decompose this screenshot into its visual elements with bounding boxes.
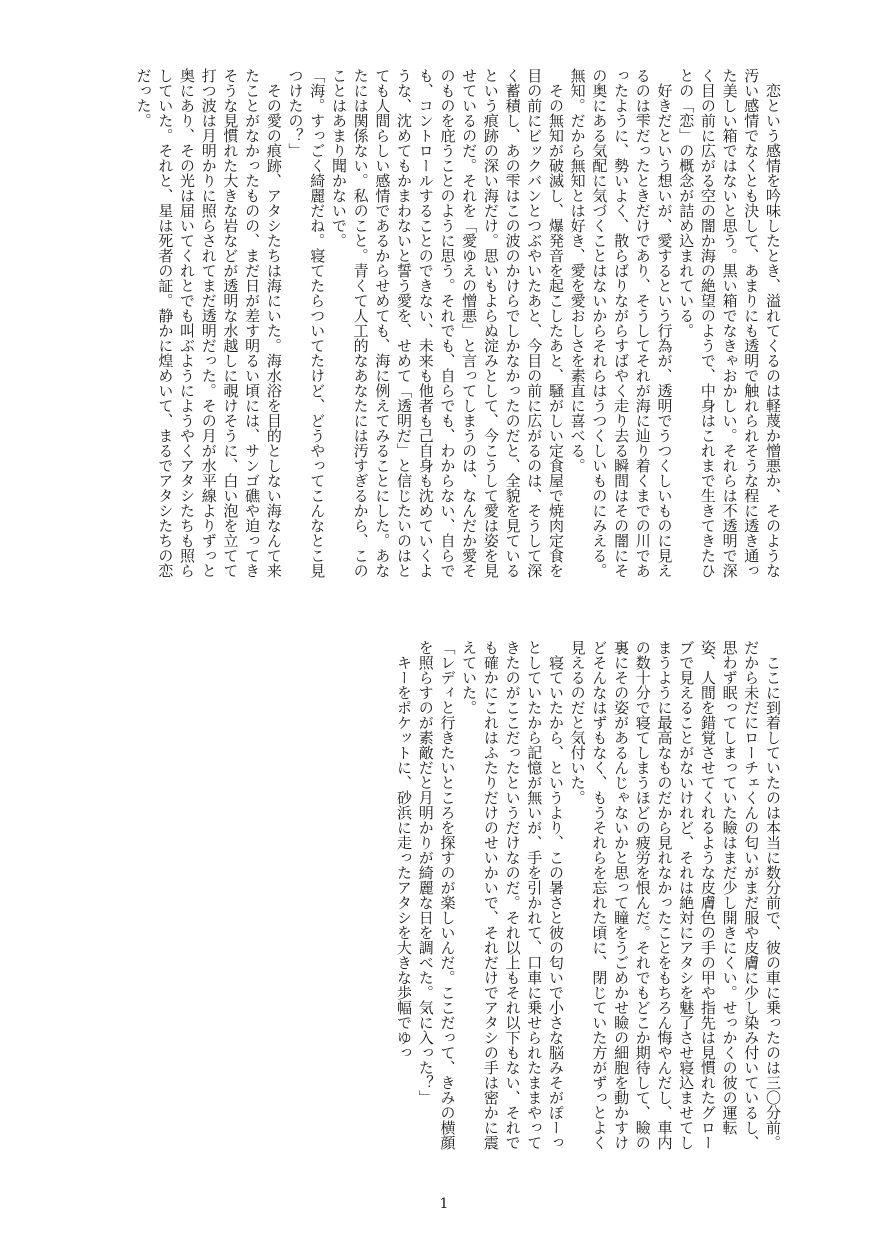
paragraph: その愛の痕跡、アタシたちは海にいた。海水浴を目的としない海なんて来たことがなかったものの、まだ日が差す明るい頃には、サンゴ礁や迫ってきそうな見慣れた大きな岩などが透明な水越しに覗けそうに、白い泡を立てて打つ波は月明かりに照らされてまだ透明だった。その月が水平線よりずっと奥にあり、その光は届いてくれとでも叫ぶようにようやくアタシたちも照らしていた。それと、星は死者の証。静かに煌めいて、まるでアタシたちの恋だった。 (134, 68, 283, 578)
paragraph: 寝ていたから、というより、この暑さと彼の匂いで小さな脳みそがぽーっとしていたから記憶が無いが、手を引かれて、口車に乗せられたままやってきたのがここだったというだけなのだ。それ以上もそれ以下もない、それでも確かにこれはふたりだけのせいかいで、それだけでアタシの手は密かに震えていた。 (460, 640, 565, 1150)
page-number: 1 (439, 1196, 449, 1212)
bottom-text-block (108, 640, 783, 1162)
paragraph: キーをポケットに、砂浜に走ったアタシを大きな歩幅でゆっ (395, 655, 414, 1060)
paragraph: 「海。すっごく綺麗だね。寝てたらついてたけど、どうやってこんなとこ見つけたの？」 (286, 68, 327, 578)
paragraph: 好きだという想いが、愛するという行為が、透明でうつくしいものに見えるのは雫だったときだけであり、そうしてそれが海に辿り着くまでの川であったように、勢いよく、散らばりながらすばやく走り去る瞬間はその闇にその奥にある気配に気づくことはないからそれらはうつくしいものにみえる。無知。だから無知とは好き、愛を愛おしさを素直に喜べる。 (568, 68, 674, 578)
paragraph: その無知が破滅し、爆発音を起こしたあと、騒がしい定食屋で焼肉定食を目の前にビックバンとつぶやいたあと、今目の前に広がるのは、そうして深く蓄積し、あの雫はこの波のかけらでしかなかったのだと、全貌を見ているという痕跡の深い海だけ。思いもよらぬ淀みとして、今こうして愛は姿を見せているのだ。それを「愛ゆえの憎悪」と言ってしまうのは、なんだか愛そのものを庇うことのように思う。それでも、自らでも、わからない、自らでも、コントロールすることのできない、未来も他者も己自身も沈めていくような、沈めてもかまわないと誓う愛を、せめて「透明だ」と信じたいのはとても人間らしい感情であるからせめても、海に例えてみることにした。あなたには関係ない。私のこと。青くて人工的なあなたには汚すぎるから、このことはあまり聞かないで。 (329, 68, 565, 578)
top-text-block (108, 68, 783, 590)
paragraph: 恋という感情を吟味したとき、溢れてくるのは軽蔑か憎悪か、そのような汚い感情でなくとも決して、あまりにも透明で触れられそうな程に透き通った美しい箱ではないと思う。黒い箱でなきゃおかしい。それらは不透明で深く目の前に広がる空の闇か海の絶望のようで、中身はこれまで生きてきたひとの「恋」の概念が詰め込まれている。 (677, 68, 782, 578)
paragraph: ここに到着していたのは本当に数分前で、彼の車に乗ったのは三〇分前。だから未だにローチェくんの匂いがまだ服や皮膚に少し染み付いているし、思わず眠ってしまっていた瞼はまだ少し開きにくい。せっかくの彼の運転姿、人間を錯覚させてくれるような皮膚色の手の甲や指先は見慣れたグローブで見えることがないけれど、それは絶対にアタシを魅了させ寝込ませてしまうように最高なものだから見れなかったことをもちろん悔やんだし、車内の数十分で寝てしまうほどの疲労を恨んだ。それでもどこか期待して、瞼の裏にその姿があるんじゃないかと思って瞳をうごめかせ瞼の細胞を動かすけどそんなはずもなく、もうそれらを忘れた頃に、閉じていた方がずっとよく見えるのだと気付いた。 (568, 640, 782, 1150)
paragraph: 「レディと行きたいところを探すのが楽しいんだ。ここだって、きみの横顔を照らすのが素敵だと月明かりが綺麗な日を調べた。気に入った？」 (416, 640, 457, 1150)
